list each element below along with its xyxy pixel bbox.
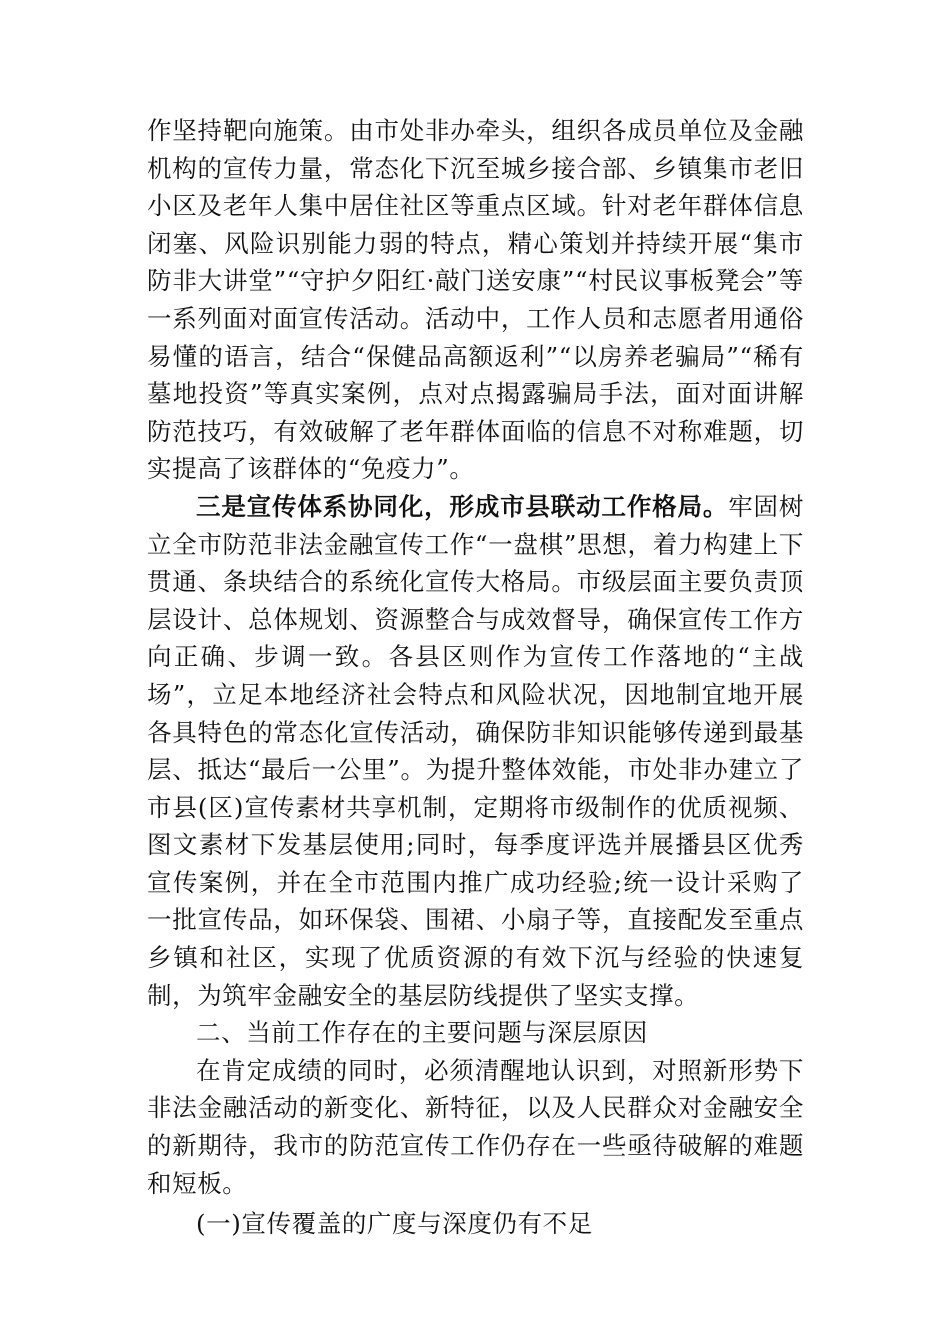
paragraph-lead-sentence: 三是宣传体系协同化，形成市县联动工作格局。 [196,491,729,521]
body-paragraph-3: 在肯定成绩的同时，必须清醒地认识到，对照新形势下非法金融活动的新变化、新特征，以及人民群众对金融安全的新期待，我市的防范宣传工作仍存在一些亟待破解的难题和短板。 [147,1055,804,1198]
section-heading: 二、当前工作存在的主要问题与深层原因 [196,1018,648,1048]
subsection-heading: (一)宣传覆盖的广度与深度仍有不足 [196,1209,593,1239]
body-paragraph-1: 作坚持靶向施策。由市处非办牵头，组织各成员单位及金融机构的宣传力量，常态化下沉至城乡接合部、乡镇集市老旧小区及老年人集中居住社区等重点区域。针对老年群体信息闭塞、风险识别能力弱的特点，精心策划并持续开展“集市防非大讲堂”“守护夕阳红·敲门送安康”“村民议事板凳会”等一系列面对面宣传活动。活动中，工作人员和志愿者用通俗易懂的语言，结合“保健品高额返利”“以房养老骗局”“稀有墓地投资”等真实案例，点对点揭露骗局手法，面对面讲解防范技巧，有效破解了老年群体面临的信息不对称难题，切实提高了该群体的“免疫力”。 [147,116,804,484]
paragraph-body-text: 牢固树立全市防范非法金融宣传工作“一盘棋”思想，着力构建上下贯通、条块结合的系统化宣传大格局。市级层面主要负责顶层设计、总体规划、资源整合与成效督导，确保宣传工作方向正确、步调一致。各县区则作为宣传工作落地的“主战场”，立足本地经济社会特点和风险状况，因地制宜地开展各具特色的常态化宣传活动，确保防非知识能够传递到最基层、抵达“最后一公里”。为提升整体效能，市处非办建立了市县(区)宣传素材共享机制，定期将市级制作的优质视频、图文素材下发基层使用;同时，每季度评选并展播县区优秀宣传案例，并在全市范围内推广成功经验;统一设计采购了一批宣传品，如环保袋、围裙、小扇子等，直接配发至重点乡镇和社区，实现了优质资源的有效下沉与经验的快速复制，为筑牢金融安全的基层防线提供了坚实支撑。 [147,491,804,1010]
body-paragraph-2 [147,488,804,1014]
document-body [147,112,804,1246]
